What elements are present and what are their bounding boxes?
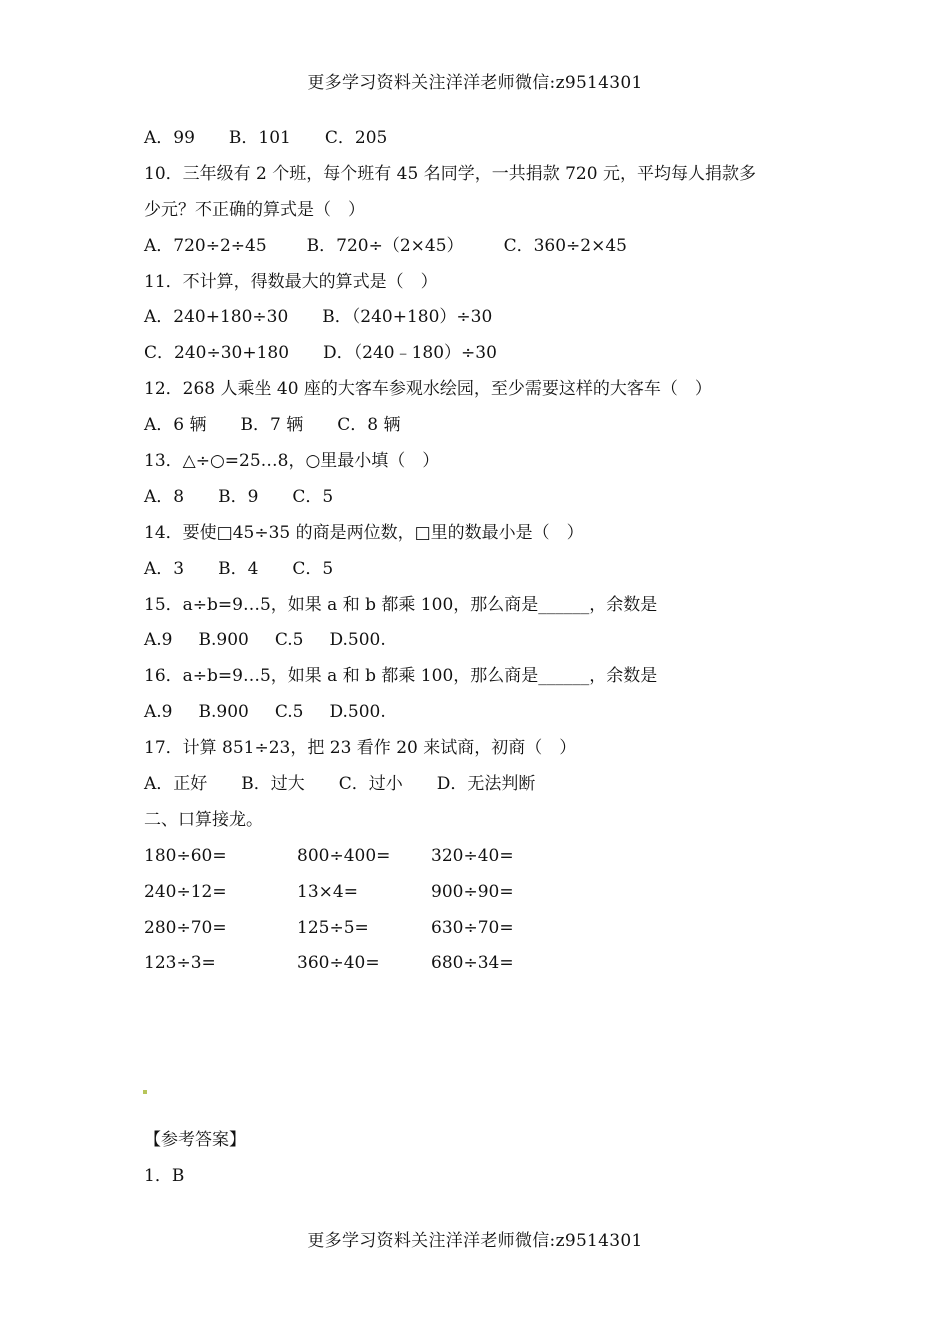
calc-item: 320÷40= — [431, 845, 514, 866]
calc-item: 13×4= — [297, 881, 358, 902]
q17-text: 17．计算 851÷23，把 23 看作 20 来试商，初商（ ） — [144, 738, 577, 759]
option: D．（240﹣180）÷30 — [323, 343, 497, 364]
q15-text: 15．a÷b=9…5，如果 a 和 b 都乘 100，那么商是______，余数是 — [144, 594, 658, 615]
section2-title: 二、口算接龙。 — [144, 809, 263, 830]
calc-item: 800÷400= — [297, 845, 391, 866]
option: A．99 — [144, 128, 195, 148]
option: C.5 — [274, 630, 304, 651]
q12-options — [144, 411, 824, 447]
question-list — [144, 124, 824, 985]
q10-options — [144, 232, 824, 268]
calc-row — [144, 914, 824, 950]
option: B．7 辆 — [240, 415, 304, 436]
option: B．101 — [228, 128, 291, 148]
calc-item: 180÷60= — [144, 845, 227, 866]
calc-row — [144, 842, 824, 878]
q10-text-line1: 10．三年级有 2 个班，每个班有 45 名同学，一共捐款 720 元，平均每人捐款多 — [144, 163, 756, 184]
option: D.500. — [329, 702, 386, 723]
option: D.500. — [329, 630, 386, 651]
q16-text: 16．a÷b=9…5，如果 a 和 b 都乘 100，那么商是______，余数是 — [144, 666, 658, 687]
q16-options — [144, 698, 824, 734]
calc-row — [144, 949, 824, 985]
option: B．（240+180）÷30 — [322, 307, 493, 328]
calc-item: 680÷34= — [431, 953, 514, 974]
calc-item: 360÷40= — [297, 953, 380, 974]
calc-item: 240÷12= — [144, 881, 227, 902]
option: C．240÷30+180 — [144, 343, 290, 364]
q13-options — [144, 483, 824, 519]
option: C．过小 — [338, 774, 403, 795]
option: A．8 — [144, 486, 185, 507]
option: B．720÷（2×45） — [306, 235, 464, 256]
answer-item: 1．B — [144, 1165, 185, 1186]
q10-text-line2: 少元？不正确的算式是（ ） — [144, 199, 365, 220]
option: B.900 — [198, 630, 249, 651]
q14-options — [144, 555, 824, 591]
option: A．6 辆 — [144, 415, 207, 436]
option: A．3 — [144, 558, 185, 579]
option: D．无法判断 — [436, 774, 536, 795]
q9-options — [144, 124, 824, 160]
option: C．5 — [292, 558, 334, 579]
q14-text: 14．要使□45÷35 的商是两位数，□里的数最小是（ ） — [144, 522, 584, 543]
option: B．9 — [218, 486, 259, 507]
option: B.900 — [198, 702, 249, 723]
calc-item: 630÷70= — [431, 917, 514, 938]
option: C．8 辆 — [337, 415, 401, 436]
decorative-dot — [143, 1090, 147, 1094]
option: C．5 — [292, 486, 334, 507]
option: A.9 — [144, 630, 173, 651]
calc-row — [144, 878, 824, 914]
option: C．205 — [324, 128, 388, 148]
calc-item: 280÷70= — [144, 917, 227, 938]
option: B．过大 — [241, 774, 305, 795]
option: B．4 — [218, 558, 259, 579]
q11-text: 11．不计算，得数最大的算式是（ ） — [144, 271, 438, 292]
q17-options — [144, 770, 824, 806]
option: A．720÷2÷45 — [144, 235, 267, 256]
option: A．240+180÷30 — [144, 307, 289, 328]
calc-item: 123÷3= — [144, 953, 216, 974]
option: A．正好 — [144, 774, 208, 795]
q11-options-row2 — [144, 339, 824, 375]
option: A.9 — [144, 702, 173, 723]
page-footer: 更多学习资料关注洋洋老师微信:z9514301 — [307, 1231, 643, 1251]
answers-title: 【参考答案】 — [144, 1130, 246, 1150]
option: C．360÷2×45 — [503, 235, 627, 256]
page-header: 更多学习资料关注洋洋老师微信:z9514301 — [307, 73, 643, 93]
option: C.5 — [274, 702, 304, 723]
calc-item: 125÷5= — [297, 917, 369, 938]
calc-item: 900÷90= — [431, 881, 514, 902]
answer-section — [144, 1126, 246, 1198]
q12-text: 12．268 人乘坐 40 座的大客车参观水绘园，至少需要这样的大客车（ ） — [144, 379, 712, 400]
q11-options-row1 — [144, 303, 824, 339]
q15-options — [144, 626, 824, 662]
q13-text: 13．△÷○=25…8，○里最小填（ ） — [144, 451, 440, 472]
